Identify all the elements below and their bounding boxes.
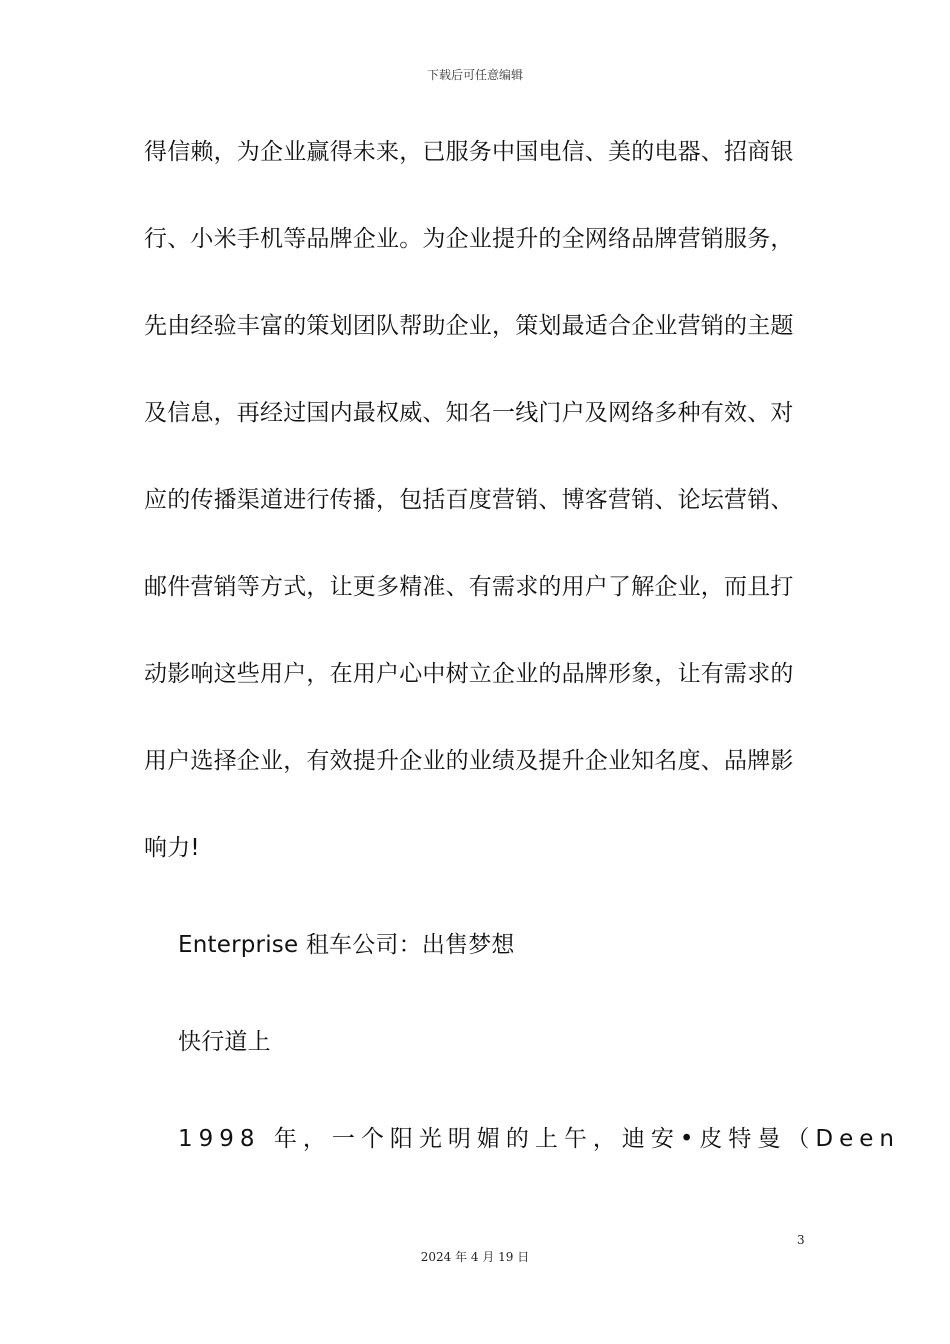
header-note: 下载后可任意编辑 — [426, 68, 523, 82]
paragraph-line-3: 先由经验丰富的策划团队帮助企业，策划最适合企业营销的主题 — [144, 313, 794, 339]
paragraph-line-7: 动影响这些用户，在用户心中树立企业的品牌形象，让有需求的 — [144, 661, 794, 687]
section-subheading: 快行道上 — [178, 1029, 271, 1055]
paragraph-line-5: 应的传播渠道进行传播，包括百度营销、博客营销、论坛营销、 — [144, 487, 794, 513]
paragraph-line-4: 及信息，再经过国内最权威、知名一线门户及网络多种有效、对 — [144, 400, 794, 426]
paragraph-line-1: 得信赖，为企业赢得未来，已服务中国电信、美的电器、招商银 — [144, 139, 794, 165]
paragraph-line-6: 邮件营销等方式，让更多精准、有需求的用户了解企业，而且打 — [144, 574, 794, 600]
paragraph-line-8: 用户选择企业，有效提升企业的业绩及提升企业知名度、品牌影 — [144, 748, 794, 774]
footer-date: 2024 年 4 月 19 日 — [420, 1250, 530, 1264]
paragraph-line-last: 1998 年，一个阳光明媚的上午，迪安•皮特曼（Deen — [178, 1126, 900, 1152]
paragraph-line-9: 响力! — [144, 835, 200, 861]
page-number: 3 — [797, 1233, 805, 1247]
paragraph-line-2: 行、小米手机等品牌企业。为企业提升的全网络品牌营销服务， — [144, 226, 794, 252]
section-heading: Enterprise 租车公司：出售梦想 — [178, 932, 515, 958]
